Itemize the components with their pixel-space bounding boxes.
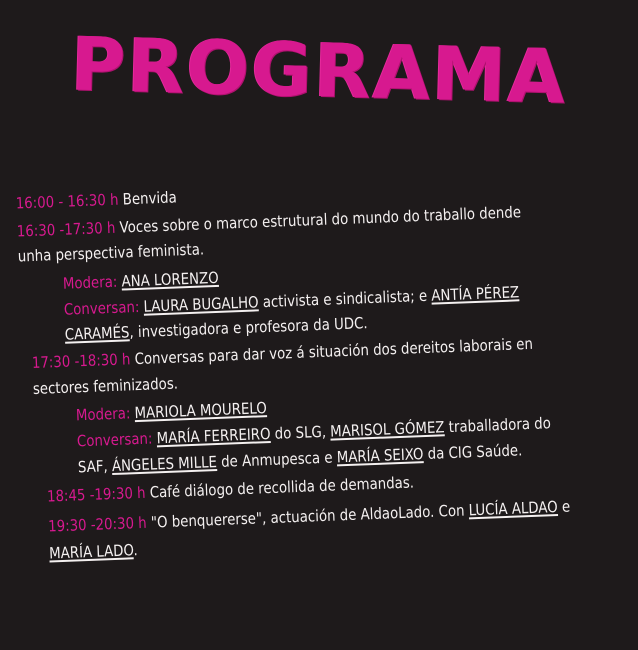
session-time: 19:30 -20:30 h xyxy=(47,513,148,536)
speaker-desc: do SLG, xyxy=(270,422,331,443)
moderator-name: ANA LORENZO xyxy=(121,268,220,291)
speaker-name: CARAMÉS xyxy=(64,323,130,344)
poster-title: PROGRAMA xyxy=(69,21,569,121)
performer-name: MARÍA LADO xyxy=(48,541,134,563)
speaker-desc: de Anmupesca e xyxy=(216,448,338,472)
session-time: 16:00 - 16:30 h xyxy=(15,190,119,213)
moderator-label: Modera: xyxy=(62,272,118,293)
session-time: 18:45 -19:30 h xyxy=(46,483,146,506)
speaker-name: LAURA BUGALHO xyxy=(143,293,259,316)
moderator-label: Modera: xyxy=(75,404,131,425)
speaker-desc: , investigadora e profesora da UDC. xyxy=(129,314,368,342)
session-1 xyxy=(15,187,177,213)
session-title-cont: . xyxy=(133,541,138,560)
session-3-continued xyxy=(33,373,179,399)
performer-name: LUCÍA ALDAO xyxy=(468,497,559,520)
session-title: Conversas para dar voz á situación dos dereitos laborais en xyxy=(130,334,534,369)
session-5-continued xyxy=(49,540,138,563)
speaker-desc: traballadora do xyxy=(444,414,552,437)
moderator-name: MARIOLA MOURELO xyxy=(134,399,268,423)
speakers-label: Conversan: xyxy=(63,297,140,319)
speaker-name: MARISOL GÓMEZ xyxy=(329,418,445,441)
session-title-cont: unha perspectiva feminista. xyxy=(17,240,205,266)
speaker-desc: activista e sindicalista; e xyxy=(258,286,432,312)
session-title: Voces sobre o marco estrutural do mundo do traballo dende xyxy=(114,203,522,237)
speaker-name: MARÍA SEIXO xyxy=(336,445,424,467)
speaker-desc: SAF, xyxy=(77,457,113,477)
session-title-cont: e xyxy=(557,497,571,516)
session-2-moderator xyxy=(63,268,220,294)
session-title-cont: sectores feminizados. xyxy=(32,374,179,399)
speakers-label: Conversan: xyxy=(76,429,153,451)
session-3-moderator xyxy=(76,398,268,425)
session-time: 17:30 -18:30 h xyxy=(31,350,131,373)
session-title: "O benquererse", actuación de AldaoLado. Con xyxy=(146,501,470,532)
session-title: Benvida xyxy=(118,188,178,209)
speaker-name: MARÍA FERREIRO xyxy=(156,424,271,448)
speaker-name: ANTÍA PÉREZ xyxy=(430,283,520,305)
session-title: Café diálogo de recollida de demandas. xyxy=(145,473,415,502)
session-2-continued xyxy=(17,239,204,266)
session-time: 16:30 -17:30 h xyxy=(16,218,116,241)
session-4 xyxy=(47,472,415,506)
speaker-name: ÁNGELES MILLE xyxy=(111,453,218,476)
speaker-desc: da CIG Saúde. xyxy=(423,441,523,464)
